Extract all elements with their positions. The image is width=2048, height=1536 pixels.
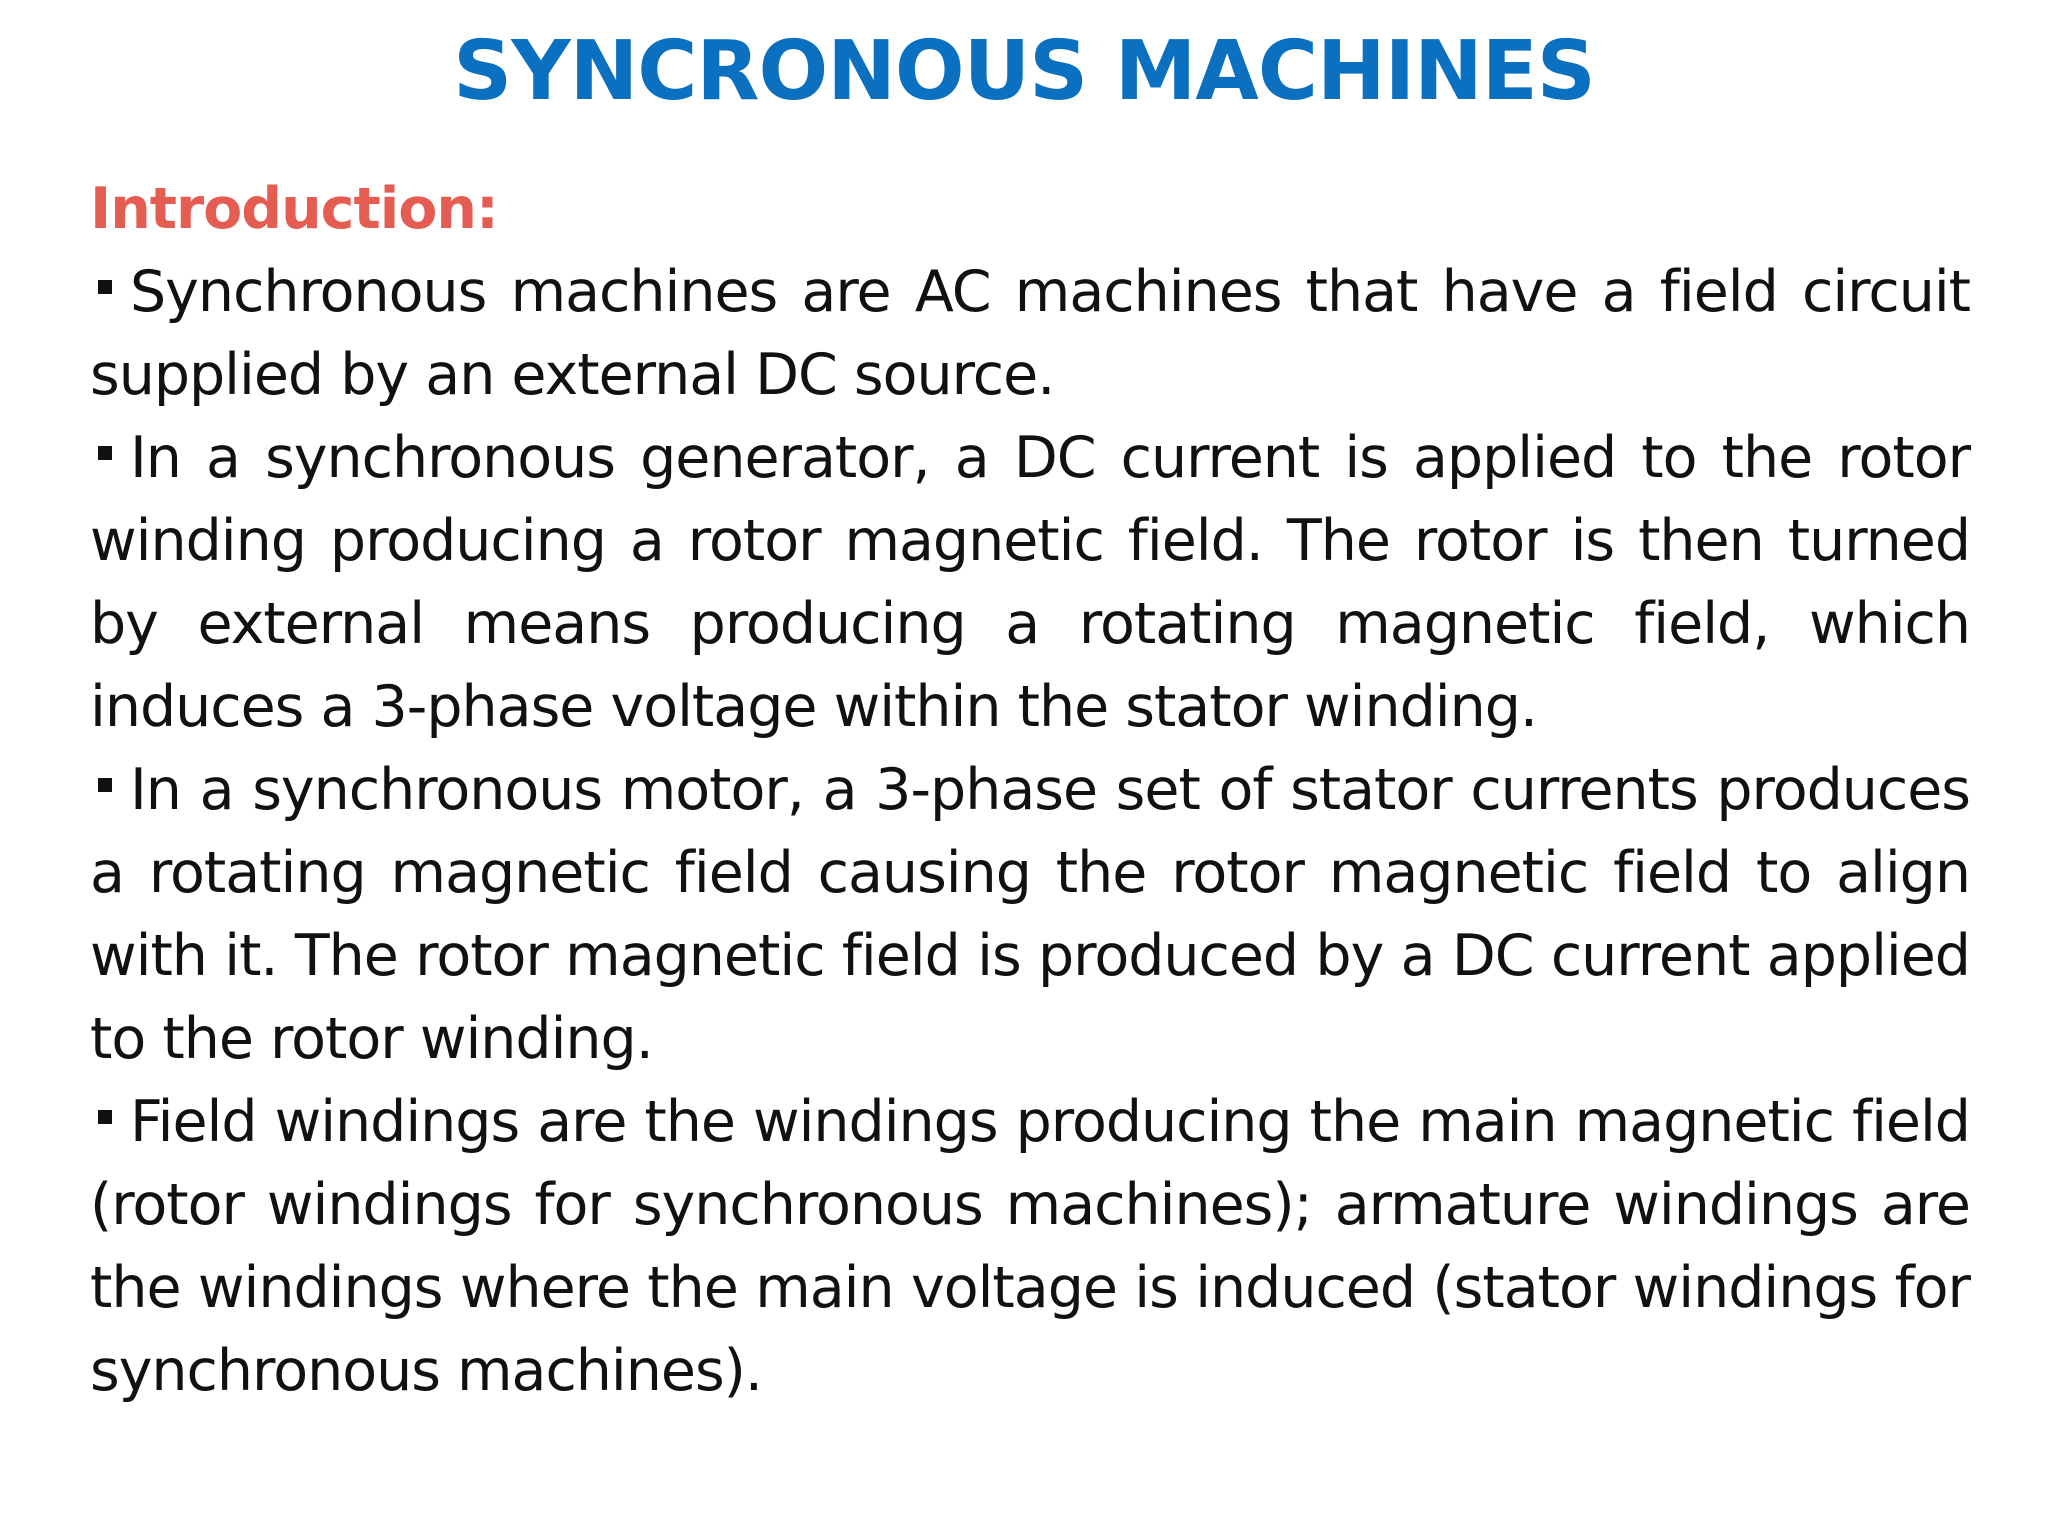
- square-bullet-icon: [98, 446, 112, 460]
- square-bullet-icon: [98, 778, 112, 792]
- bullet-text: Synchronous machines are AC machines that have a field circuit supplied by an external DC source.: [90, 259, 1970, 408]
- bullet-item: [90, 251, 1970, 417]
- slide-content: [90, 168, 1970, 1413]
- bullet-text: In a synchronous generator, a DC current is applied to the rotor winding producing a rotor magnetic field. The rotor is then turned by external means producing a rotating magnetic field, which induces a 3-phase voltage within the stator winding.: [90, 425, 1970, 740]
- section-heading: Introduction:: [90, 176, 498, 242]
- bullet-text: Field windings are the windings producing the main magnetic field (rotor windings for synchronous machines); armature windings are the windings where the main voltage is induced (stator windings for synchronous machines).: [90, 1089, 1970, 1404]
- slide-title: SYNCRONOUS MACHINES: [453, 24, 1595, 119]
- bullet-item: [90, 749, 1970, 1081]
- bullet-item: [90, 1081, 1970, 1413]
- bullet-item: [90, 417, 1970, 749]
- square-bullet-icon: [98, 280, 112, 294]
- bullet-text: In a synchronous motor, a 3-phase set of stator currents produces a rotating magnetic field causing the rotor magnetic field to align with it. The rotor magnetic field is produced by a DC current applied to the rotor winding.: [90, 757, 1970, 1072]
- square-bullet-icon: [98, 1110, 112, 1124]
